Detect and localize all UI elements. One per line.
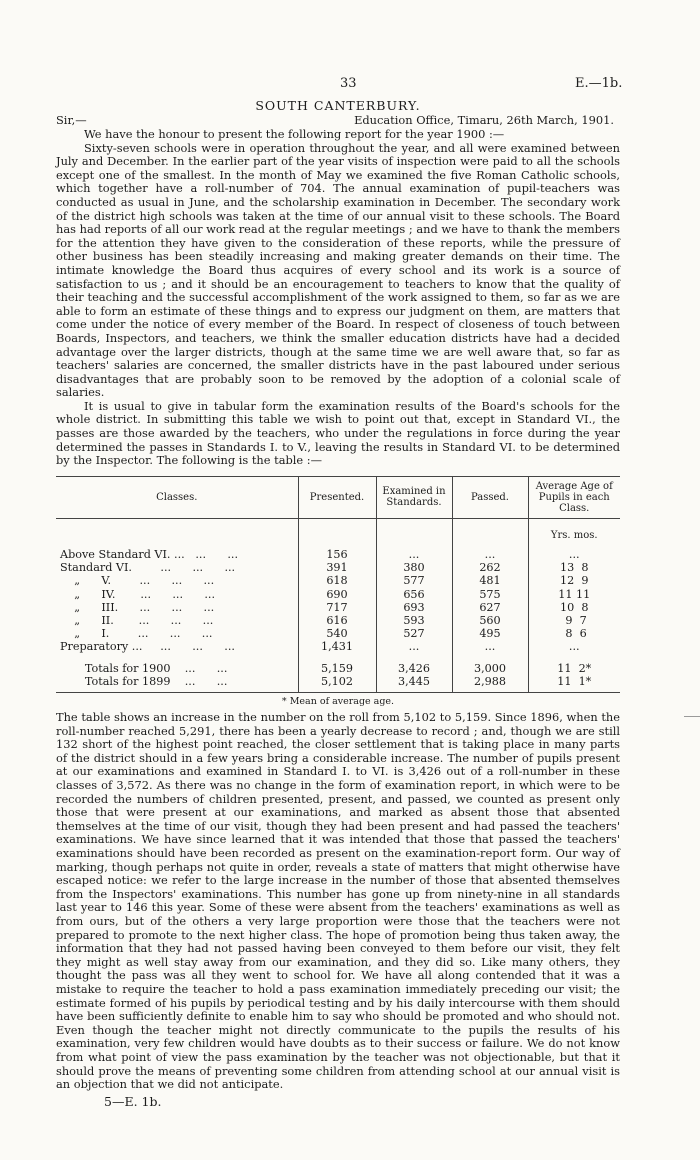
table-row <box>56 614 620 627</box>
table-row <box>56 574 620 587</box>
table-row <box>56 627 620 640</box>
examined-value: 577 <box>376 574 452 587</box>
class-name: „ IV. ... ... ... <box>60 587 216 601</box>
age-value: 11 2* <box>528 654 620 675</box>
presented-value: 391 <box>298 561 376 574</box>
class-name: „ II. ... ... ... <box>60 614 214 628</box>
passed-value: 627 <box>452 601 528 614</box>
table-header-row <box>56 477 620 519</box>
header-presented: Presented. <box>298 477 376 519</box>
table-footnote: * Mean of average age. <box>281 696 395 708</box>
table-row <box>56 601 620 614</box>
presented-value: 540 <box>298 627 376 640</box>
passed-value: 481 <box>452 574 528 587</box>
presented-value: 156 <box>298 548 376 561</box>
examined-value: 656 <box>376 588 452 601</box>
passed-value: 560 <box>452 614 528 627</box>
header-classes: Classes. <box>56 477 298 519</box>
paragraph-intro: We have the honour to present the following report for the year 1900 :— <box>84 127 505 141</box>
totals-row <box>56 654 620 675</box>
table-row <box>56 548 620 561</box>
examined-value: 527 <box>376 627 452 640</box>
paragraph-table-intro: It is usual to give in tabular form the examination results of the Board's schools for the whole district. In submitting this table we wish to point out that, except in Standard VI., the passes are those awarded by the teachers, who under the regulations in force during the year determined the passes in Standards I. to V., leaving the results in Standard VI. to be determined by the Inspector. The following is the table :— <box>56 398 620 468</box>
class-name: „ I. ... ... ... <box>60 627 213 641</box>
table-row <box>56 561 620 574</box>
results-table <box>56 477 620 692</box>
passed-value: ... <box>452 640 528 653</box>
examined-value: 3,445 <box>376 675 452 692</box>
passed-value: 575 <box>452 588 528 601</box>
paragraph-analysis: The table shows an increase in the number on the roll from 5,102 to 5,159. Since 1896, when the roll-number reached 5,291, there has been a yearly decrease to record ; and, though we are still 132 short of the highest point reached, the closer settlement that is taking place in many parts of the district should in a few years bring a considerable increase. The number of pupils present at our examinations and examined in Standard I. to VI. is 3,426 out of a roll-number in these classes of 3,572. As there was no change in the form of examination report, in which were to be recorded the numbers of children presented, present, and passed, we counted as present only those that were present at our examinations, and marked as absent those that absented themselves at the time of our visit, though they had been present and had passed the teachers' examinations. We have since learned that it was intended that those that passed the teachers' examinations should have been recorded as present on the examination-report form. Our way of marking, though perhaps not quite in order, reveals a state of matters that might otherwise have escaped notice: we refer to the large increase in the number of those that absented themselves from the Inspectors' examinations. This number has gone up from ninety-nine in all standards last year to 146 this year. Some of these were absent from the teachers' examinations as well as from ours, but of the others a very large proportion were those that the teachers were not prepared to promote to the next higher class. The hope of promotion being thus taken away, the information that they had not passed having been conveyed to them before our visit, they felt they might as well stay away from our examination, and they did so. Like many others, they thought the pass was all they went to school for. We have all along contended that it was a mistake to require the teacher to hold a pass examination immediately preceding our visit; the estimate formed of his pupils by periodical testing and by his daily intercourse with them should have been sufficiently definite to enable him to say who should be promoted and who should not. Even though the teacher might not directly communicate to the pupils the results of his examination, very few children would have doubts as to their success or failure. We do not know from what point of view the pass examination by the teacher was not objectionable, but that it should prove the means of preventing some children from attending school at our annual visit is an objection that we did not anticipate. <box>56 710 620 1092</box>
results-table-wrap <box>56 476 620 693</box>
presented-value: 717 <box>298 601 376 614</box>
age-value: 10 8 <box>528 601 620 614</box>
examined-value: 593 <box>376 614 452 627</box>
presented-value: 1,431 <box>298 640 376 653</box>
age-value: 11 1* <box>528 675 620 692</box>
units-row <box>56 518 620 548</box>
passed-value: ... <box>452 548 528 561</box>
age-value: 11 11 <box>528 588 620 601</box>
presented-value: 618 <box>298 574 376 587</box>
totals-label: Totals for 1900 ... ... <box>60 661 228 675</box>
age-value: 12 9 <box>528 574 620 587</box>
class-name: Preparatory ... ... ... ... <box>60 640 235 654</box>
presented-value: 5,102 <box>298 675 376 692</box>
dateline: Education Office, Timaru, 26th March, 1901. <box>354 113 614 127</box>
age-value: ... <box>528 548 620 561</box>
signature-code: 5—E. 1b. <box>104 1093 162 1109</box>
salutation: Sir,— <box>56 113 87 127</box>
passed-value: 262 <box>452 561 528 574</box>
examined-value: 693 <box>376 601 452 614</box>
age-value: ... <box>528 640 620 653</box>
header-examined: Examined in Standards. <box>376 477 452 519</box>
class-name: „ III. ... ... ... <box>60 600 215 614</box>
margin-mark <box>684 716 700 717</box>
header-passed: Passed. <box>452 477 528 519</box>
presented-value: 616 <box>298 614 376 627</box>
age-value: 13 8 <box>528 561 620 574</box>
passed-value: 2,988 <box>452 675 528 692</box>
document-body <box>56 70 623 1109</box>
passed-value: 3,000 <box>452 654 528 675</box>
totals-row <box>56 675 620 692</box>
table-row <box>56 588 620 601</box>
age-value: 9 7 <box>528 614 620 627</box>
examined-value: ... <box>376 548 452 561</box>
presented-value: 690 <box>298 588 376 601</box>
examined-value: 3,426 <box>376 654 452 675</box>
totals-label: Totals for 1899 ... ... <box>60 674 228 688</box>
paragraph-schools: Sixty-seven schools were in operation throughout the year, and all were examined between July and December. In the earlier part of the year visits of inspection were paid to all the schools except one of the smallest. In the month of May we examined the five Roman Catholic schools, which together have a roll-number of 704. The annual examination of pupil-teachers was conducted as usual in June, and the scholarship examination in December. The secondary work of the district high schools was taken at the time of our annual visit to these schools. The Board has had reports of all our work read at the regular meetings ; and we have to thank the members for the attention they have given to the consideration of these reports, while the pressure of other business has been steadily increasing and making greater demands on their time. The intimate knowledge the Board thus acquires of every school and its work is a source of satisfaction to us ; and it should be an encouragement to teachers to know that the quality of their teaching and the successful accomplishment of the work assigned to them, so far as we are able to form an estimate of these things and to express our judgment on them, are matters that come under the notice of every member of the Board. In respect of closeness of touch between Boards, Inspectors, and teachers, we think the smaller education districts have had a decided advantage over the larger districts, though at the same time we are well aware that, so far as teachers' salaries are concerned, the smaller districts have in the past laboured under serious disadvantages that are probably soon to be removed by the adoption of a colonial scale of salaries. <box>56 140 620 400</box>
series-code: E.—1b. <box>575 76 623 91</box>
presented-value: 5,159 <box>298 654 376 675</box>
page-number: 33 <box>340 76 357 91</box>
salutation-row <box>56 113 620 128</box>
report-title: SOUTH CANTERBURY. <box>255 98 421 113</box>
class-name: Above Standard VI. ... ... ... <box>60 548 239 562</box>
header-average-age: Average Age of Pupils in each Class. <box>528 477 620 519</box>
examined-value: ... <box>376 640 452 653</box>
age-value: 8 6 <box>528 627 620 640</box>
class-name: Standard VI. ... ... ... <box>60 561 236 575</box>
age-units: Yrs. mos. <box>528 518 620 548</box>
table-row <box>56 640 620 653</box>
class-name: „ V. ... ... ... <box>60 574 215 588</box>
examined-value: 380 <box>376 561 452 574</box>
passed-value: 495 <box>452 627 528 640</box>
